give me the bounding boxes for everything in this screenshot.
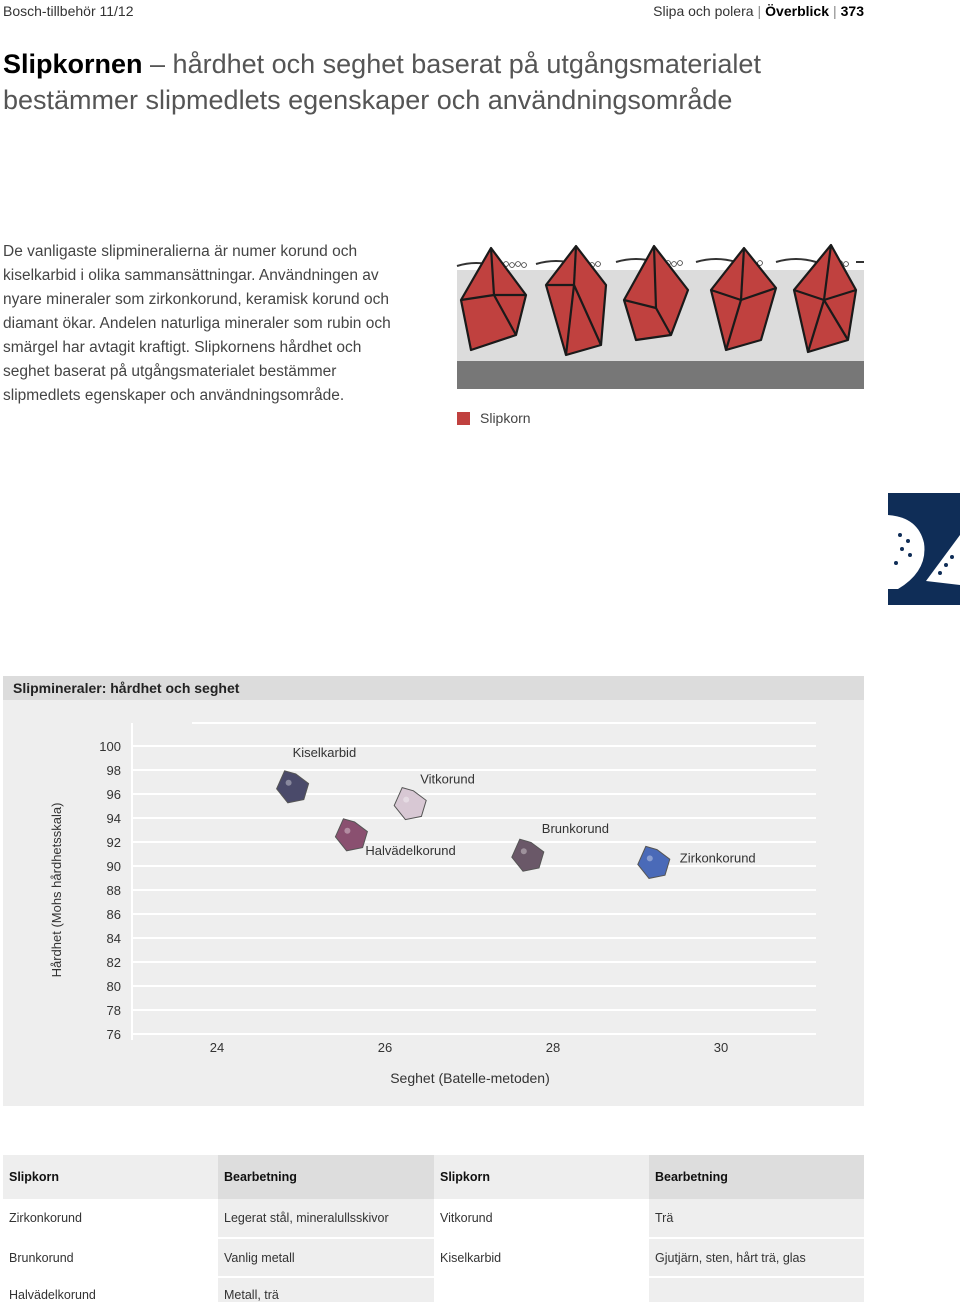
figure-legend — [457, 410, 531, 426]
y-tick-label: 80 — [106, 979, 121, 994]
y-tick-label: 76 — [106, 1027, 121, 1042]
backing-layer — [457, 361, 864, 389]
data-point-highlight — [286, 780, 292, 786]
page-title-line2: bestämmer slipmedlets egenskaper och användningsområde — [3, 85, 733, 115]
y-tick-label: 86 — [106, 907, 121, 922]
data-label: Halvädelkorund — [365, 842, 456, 858]
x-tick-label: 28 — [545, 1040, 561, 1055]
grain-usage-table — [3, 1155, 864, 1302]
table-cell: Trä — [649, 1199, 864, 1238]
table-row — [3, 1277, 864, 1302]
chart-heading: Slipmineraler: hårdhet och seghet — [3, 676, 864, 700]
table-row — [3, 1238, 864, 1277]
x-tick-label: 26 — [377, 1040, 393, 1055]
y-tick-label: 88 — [106, 883, 121, 898]
table-cell: Metall, trä — [218, 1277, 434, 1302]
page-number: 373 — [840, 3, 864, 19]
page-title — [3, 46, 761, 118]
sanding-disc-icon — [888, 493, 960, 605]
x-tick-label: 24 — [209, 1040, 225, 1055]
table-cell: Zirkonkorund — [3, 1199, 218, 1238]
data-label: Vitkorund — [420, 771, 475, 787]
table-row — [3, 1199, 864, 1238]
intro-paragraph: De vanligaste slipmineralierna är numer korund och kiselkarbid i olika sammansättningar. Användningen av nyare mineraler som zirkonkorund, keramisk korund och diamant ökar. Andelen naturliga mineraler som rubin och smärgel har avtagit kraftigt. Slipkornens hårdhet och seghet baserat på utgångsmaterialet bestämmer slipmedlets egenskaper och användningsområde. — [3, 243, 391, 404]
data-point-highlight — [647, 855, 653, 861]
table-header: Slipkorn — [434, 1155, 649, 1199]
y-tick-label: 96 — [106, 787, 121, 802]
data-point — [277, 771, 309, 803]
table-header: Slipkorn — [3, 1155, 218, 1199]
y-axis-label: Hårdhet (Mohs hårdhetsskala) — [49, 802, 64, 978]
header-breadcrumb: Slipa och polera | Överblick | 373 — [653, 3, 864, 19]
y-tick-label: 100 — [99, 739, 121, 754]
y-tick-label: 90 — [106, 859, 121, 874]
table-cell: Vitkorund — [434, 1199, 649, 1238]
table-header: Bearbetning — [218, 1155, 434, 1199]
x-axis-label: Seghet (Batelle-metoden) — [390, 1070, 550, 1086]
abrasive-grain-illustration — [456, 240, 866, 390]
data-point-highlight — [521, 848, 527, 854]
table-cell: Kiselkarbid — [434, 1238, 649, 1277]
y-tick-label: 98 — [106, 763, 121, 778]
table-cell: Gjutjärn, sten, hårt trä, glas — [649, 1238, 864, 1277]
header-subsection: Överblick — [765, 3, 829, 19]
legend-label: Slipkorn — [480, 410, 531, 426]
header-section: Slipa och polera — [653, 3, 754, 19]
data-label: Zirkonkorund — [679, 850, 756, 866]
table-header: Bearbetning — [649, 1155, 864, 1199]
x-tick-label: 30 — [713, 1040, 729, 1055]
table-cell: Brunkorund — [3, 1238, 218, 1277]
table-cell: Legerat stål, mineralullsskivor — [218, 1199, 434, 1238]
page-title-line1: – hårdhet och seghet baserat på utgångsmaterialet — [142, 49, 761, 79]
y-tick-label: 84 — [106, 931, 121, 946]
data-point-highlight — [344, 828, 350, 834]
y-tick-label: 92 — [106, 835, 121, 850]
y-tick-label: 94 — [106, 811, 121, 826]
data-label: Kiselkarbid — [292, 744, 357, 760]
y-tick-label: 82 — [106, 955, 121, 970]
grain-5 — [794, 245, 856, 352]
legend-swatch — [457, 412, 470, 425]
table-cell — [649, 1277, 864, 1302]
hardness-toughness-chart — [3, 700, 864, 1106]
page-title-bold: Slipkornen — [3, 49, 143, 79]
table-cell: Vanlig metall — [218, 1238, 434, 1277]
table-cell — [434, 1277, 649, 1302]
data-label: Brunkorund — [541, 821, 610, 837]
table-header-row — [3, 1155, 864, 1199]
data-point — [638, 846, 670, 878]
data-point — [394, 788, 426, 820]
header-document-title: Bosch-tillbehör 11/12 — [3, 3, 134, 19]
data-point — [335, 819, 367, 851]
y-tick-label: 78 — [106, 1003, 121, 1018]
table-cell: Halvädelkorund — [3, 1277, 218, 1302]
data-point-highlight — [403, 797, 409, 803]
